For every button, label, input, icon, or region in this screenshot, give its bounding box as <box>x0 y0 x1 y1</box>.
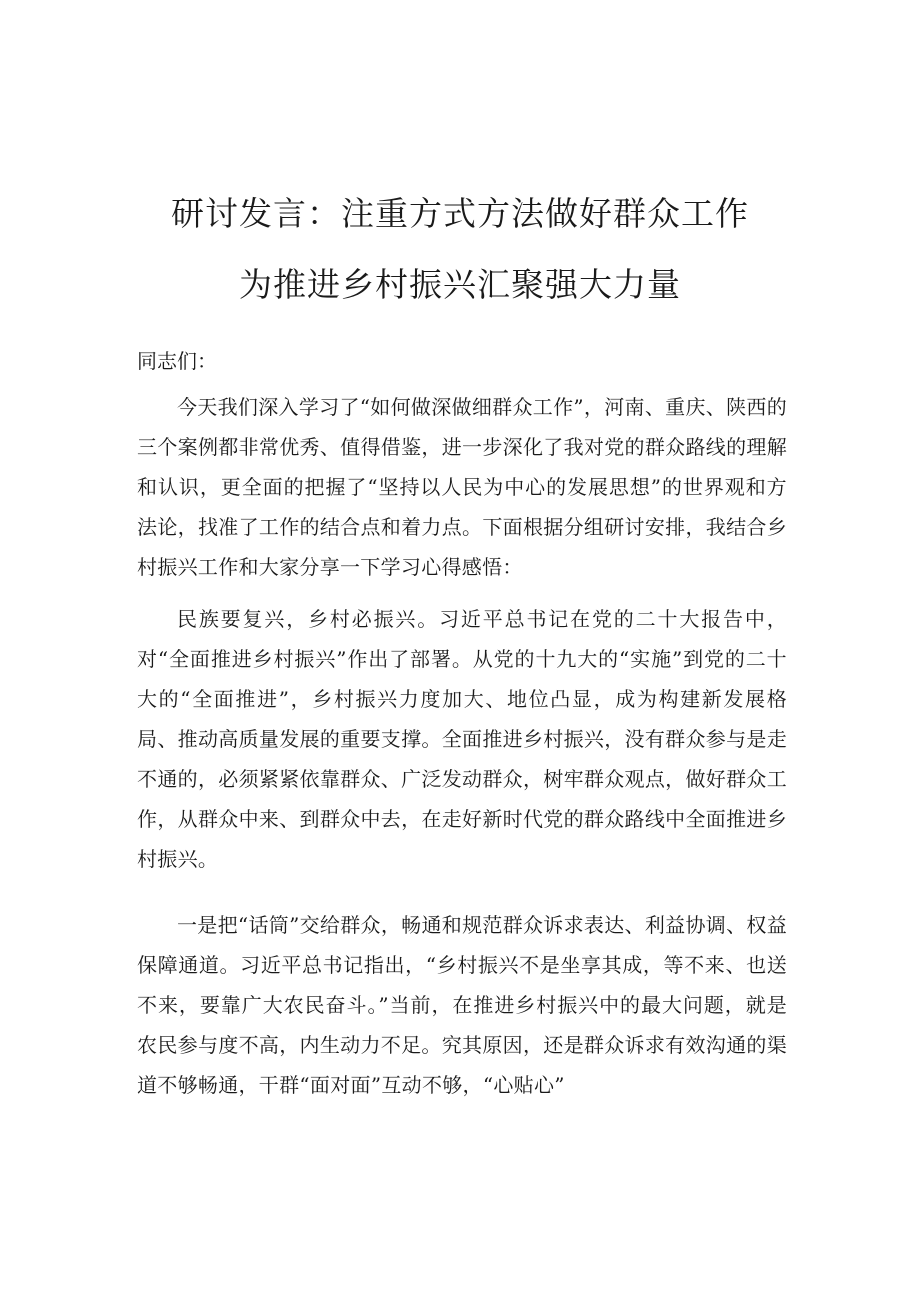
paragraph-2: 民族要复兴，乡村必振兴。习近平总书记在党的二十大报告中，对“全面推进乡村振兴”作出了部署。从党的十九大的“实施”到党的二十大的“全面推进”，乡村振兴力度加大、地位凸显，成为构建新发展格局、推动高质量发展的重要支撑。全面推进乡村振兴，没有群众参与是走不通的，必须紧紧依靠群众、广泛发动群众，树牢群众观点，做好群众工作，从群众中来、到群众中去，在走好新时代党的群众路线中全面推进乡村振兴。 <box>137 607 787 871</box>
paragraph-3: 一是把“话筒”交给群众，畅通和规范群众诉求表达、利益协调、权益保障通道。习近平总书记指出，“乡村振兴不是坐享其成，等不来、也送不来，要靠广大农民奋斗。”当前，在推进乡村振兴中的最大问题，就是农民参与度不高，内生动力不足。究其原因，还是群众诉求有效沟通的渠道不够畅通，干群“面对面”互动不够，“心贴心” <box>137 913 787 1097</box>
document-title-line-2: 为推进乡村振兴汇聚强大力量 <box>239 265 681 305</box>
salutation: 同志们： <box>137 349 217 373</box>
document-title-line-1: 研讨发言：注重方式方法做好群众工作 <box>171 194 749 234</box>
paragraph-1: 今天我们深入学习了“如何做深做细群众工作”，河南、重庆、陕西的三个案例都非常优秀、值得借鉴，进一步深化了我对党的群众路线的理解和认识，更全面的把握了“坚持以人民为中心的发展思想”的世界观和方法论，找准了工作的结合点和着力点。下面根据分组研讨安排，我结合乡村振兴工作和大家分享一下学习心得感悟： <box>137 395 787 579</box>
